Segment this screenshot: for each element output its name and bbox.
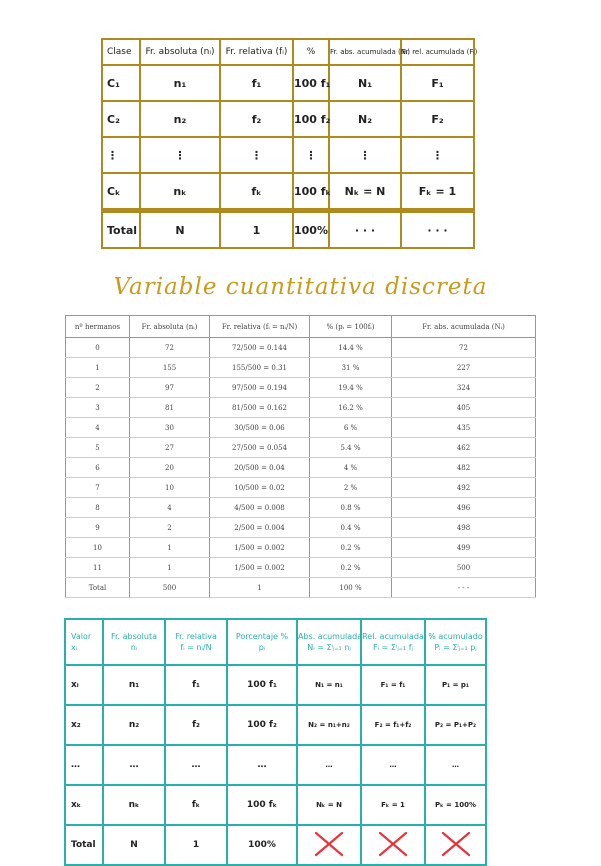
header-cell: nº hermanos: [66, 316, 130, 338]
table-cell: n₂: [140, 101, 220, 137]
table-cell: 20: [130, 458, 210, 478]
table-row: [66, 478, 536, 498]
table-cell: 27: [130, 438, 210, 458]
table-cell: F₁ = f₁: [361, 665, 425, 705]
section-title: Variable cuantitativa discreta: [113, 274, 488, 300]
header-cell: [227, 619, 297, 665]
table-cell: 31 %: [310, 358, 392, 378]
table-cell: 72/500 = 0.144: [210, 338, 310, 358]
table-cell: 100 f₁: [227, 665, 297, 705]
table-cell: 0.2 %: [310, 538, 392, 558]
table-cell: 100%: [293, 211, 329, 249]
header-label: Rel. acumulada: [362, 632, 424, 641]
table-cell: F₂: [401, 101, 474, 137]
table-cell: Pₖ = 100%: [425, 785, 486, 825]
header-cell: Fr. relativa (fᵢ = nᵢ/N): [210, 316, 310, 338]
table-cell: nₖ: [103, 785, 165, 825]
table-cell: 482: [392, 458, 536, 478]
table-row: [66, 418, 536, 438]
table-cell: · · ·: [401, 211, 474, 249]
header-formula: pᵢ: [258, 643, 266, 652]
header-cell: [165, 619, 227, 665]
table-cell: 1/500 = 0.002: [210, 558, 310, 578]
table-cell: Total: [65, 825, 103, 865]
table-cell: 499: [392, 538, 536, 558]
table-cell: F₁: [401, 65, 474, 101]
table-cell: 2/500 = 0.004: [210, 518, 310, 538]
table-cell: - - -: [392, 578, 536, 598]
table-cell: fₖ: [165, 785, 227, 825]
table-cell: 2 %: [310, 478, 392, 498]
header-cell: [103, 619, 165, 665]
table-row: [65, 745, 486, 785]
table-cell: ⋮: [140, 137, 220, 173]
cross-icon: [312, 829, 346, 859]
header-row: [102, 39, 474, 65]
table-row: [66, 338, 536, 358]
table-cell: 81: [130, 398, 210, 418]
table-cell: 19.4 %: [310, 378, 392, 398]
table-cell: 496: [392, 498, 536, 518]
header-cell: %: [293, 39, 329, 65]
table-cell: 2: [66, 378, 130, 398]
table-row: [66, 558, 536, 578]
table-cell: N: [103, 825, 165, 865]
table-cell: Nₖ = N: [329, 173, 401, 211]
table-row: [66, 458, 536, 478]
table-cell: 0.8 %: [310, 498, 392, 518]
table-cell: 4/500 = 0.008: [210, 498, 310, 518]
table-cell: …: [103, 745, 165, 785]
table-cell: 9: [66, 518, 130, 538]
table-cell: f₁: [165, 665, 227, 705]
header-cell: Fr. abs. acumulada (Nᵢ): [392, 316, 536, 338]
table-cell: …: [425, 745, 486, 785]
table-cell: 2: [130, 518, 210, 538]
table-cell: 0: [66, 338, 130, 358]
table-cell: 1: [210, 578, 310, 598]
table-cell: F₂ = f₁+f₂: [361, 705, 425, 745]
table-cell: …: [297, 745, 361, 785]
table-cell: 5.4 %: [310, 438, 392, 458]
table-row: [66, 538, 536, 558]
table-cell: Cₖ: [102, 173, 140, 211]
header-row: [66, 316, 536, 338]
table-row: [65, 785, 486, 825]
table-cell: 10: [66, 538, 130, 558]
table-cell: 4: [130, 498, 210, 518]
header-cell: [425, 619, 486, 665]
table-cell: 1: [165, 825, 227, 865]
table-cell: · · ·: [329, 211, 401, 249]
table-row: [66, 438, 536, 458]
table-cell: 100 f₂: [227, 705, 297, 745]
table-row: [65, 705, 486, 745]
table-cell: 0.4 %: [310, 518, 392, 538]
table-cell: 10/500 = 0.02: [210, 478, 310, 498]
table-cell: P₂ = P₁+P₂: [425, 705, 486, 745]
header-cell: Clase: [102, 39, 140, 65]
header-cell: % (pᵢ = 100fᵢ): [310, 316, 392, 338]
table-cell: n₁: [103, 665, 165, 705]
header-formula: fᵢ = nᵢ/N: [180, 643, 212, 652]
header-label: Valor: [71, 632, 92, 641]
header-cell: [297, 619, 361, 665]
table-cell: 14.4 %: [310, 338, 392, 358]
table-cell: Total: [66, 578, 130, 598]
table-cell: 324: [392, 378, 536, 398]
table-cell: 500: [130, 578, 210, 598]
table-cell: 10: [130, 478, 210, 498]
table-cell: Total: [102, 211, 140, 249]
header-cell: Fr. absoluta (nᵢ): [130, 316, 210, 338]
header-cell: [361, 619, 425, 665]
table-cell: …: [65, 745, 103, 785]
table-cell: 72: [392, 338, 536, 358]
cross-icon: [439, 829, 473, 859]
header-formula: Fᵢ = Σⁱⱼ₌₁ fⱼ: [373, 643, 413, 652]
table-cell: 27/500 = 0.054: [210, 438, 310, 458]
table-cell: P₁ = p₁: [425, 665, 486, 705]
header-formula: Pᵢ = Σⁱⱼ₌₁ pⱼ: [434, 643, 477, 652]
table-cell: f₂: [220, 101, 293, 137]
table-cell: ⋮: [293, 137, 329, 173]
frequency-table-hermanos: [65, 315, 536, 598]
empty-cell-crossed: [361, 825, 425, 865]
header-label: Fr. relativa: [175, 632, 217, 641]
table-cell: …: [227, 745, 297, 785]
header-label: Fr. absoluta: [110, 632, 158, 641]
table-cell: 11: [66, 558, 130, 578]
header-formula: nᵢ: [130, 643, 138, 652]
table-cell: 3: [66, 398, 130, 418]
header-cell: Fr. absoluta (nᵢ): [140, 39, 220, 65]
table-cell: C₁: [102, 65, 140, 101]
table-row: [102, 101, 474, 137]
table-cell: 227: [392, 358, 536, 378]
table-row: [102, 173, 474, 211]
table-cell: 6 %: [310, 418, 392, 438]
table-cell: 435: [392, 418, 536, 438]
total-row: [66, 578, 536, 598]
empty-cell-crossed: [297, 825, 361, 865]
table-cell: 500: [392, 558, 536, 578]
header-formula: xᵢ: [71, 643, 78, 652]
table-cell: …: [361, 745, 425, 785]
table-cell: 100 %: [310, 578, 392, 598]
table-cell: ⋮: [102, 137, 140, 173]
table-cell: nₖ: [140, 173, 220, 211]
table-cell: N: [140, 211, 220, 249]
table-cell: 492: [392, 478, 536, 498]
summary-table-classes: [101, 38, 478, 249]
table-cell: 462: [392, 438, 536, 458]
table-cell: 100 fₖ: [293, 173, 329, 211]
table-row: [65, 665, 486, 705]
header-cell: Fr. rel. acumulada (Fᵢ): [401, 39, 474, 65]
table-cell: 4 %: [310, 458, 392, 478]
table-cell: 100 f₂: [293, 101, 329, 137]
total-row: [65, 825, 486, 865]
table-cell: C₂: [102, 101, 140, 137]
table-cell: 6: [66, 458, 130, 478]
table-cell: 155: [130, 358, 210, 378]
table-cell: 97: [130, 378, 210, 398]
header-row: [65, 619, 486, 665]
header-label: Abs. acumulada: [298, 632, 363, 641]
table-row: [66, 398, 536, 418]
table-cell: N₁ = n₁: [297, 665, 361, 705]
empty-cell-crossed: [425, 825, 486, 865]
table-cell: Fₖ = 1: [401, 173, 474, 211]
table-cell: ⋮: [220, 137, 293, 173]
header-cell: Fr. abs. acumulada (Nᵢ): [329, 39, 401, 65]
header-label: % acumulado: [428, 632, 483, 641]
table-cell: 30/500 = 0.06: [210, 418, 310, 438]
table-cell: 4: [66, 418, 130, 438]
table-cell: x₂: [65, 705, 103, 745]
header-cell: [65, 619, 103, 665]
table-cell: 1/500 = 0.002: [210, 538, 310, 558]
table-cell: 20/500 = 0.04: [210, 458, 310, 478]
cross-icon: [376, 829, 410, 859]
table-row: [66, 498, 536, 518]
table-cell: ⋮: [329, 137, 401, 173]
table-cell: xᵢ: [65, 665, 103, 705]
table-cell: n₂: [103, 705, 165, 745]
table-cell: fₖ: [220, 173, 293, 211]
table-cell: 72: [130, 338, 210, 358]
table-cell: 1: [130, 558, 210, 578]
table-cell: N₁: [329, 65, 401, 101]
table-cell: 100 fₖ: [227, 785, 297, 825]
table-cell: Fₖ = 1: [361, 785, 425, 825]
table-cell: …: [165, 745, 227, 785]
table-row: [66, 378, 536, 398]
table-cell: f₁: [220, 65, 293, 101]
table-cell: ⋮: [401, 137, 474, 173]
table-cell: 0.2 %: [310, 558, 392, 578]
table-cell: 1: [130, 538, 210, 558]
table-cell: N₂: [329, 101, 401, 137]
table-cell: 155/500 = 0.31: [210, 358, 310, 378]
header-cell: Fr. relativa (fᵢ): [220, 39, 293, 65]
table-cell: 7: [66, 478, 130, 498]
table-cell: f₂: [165, 705, 227, 745]
table-cell: 498: [392, 518, 536, 538]
table-row: [102, 137, 474, 173]
table-cell: Nₖ = N: [297, 785, 361, 825]
table-cell: 30: [130, 418, 210, 438]
table-cell: xₖ: [65, 785, 103, 825]
table-cell: 5: [66, 438, 130, 458]
table-cell: 81/500 = 0.162: [210, 398, 310, 418]
table-cell: n₁: [140, 65, 220, 101]
header-formula: Nᵢ = Σⁱⱼ₌₁ nⱼ: [307, 643, 351, 652]
table-cell: 1: [220, 211, 293, 249]
total-row: [102, 211, 474, 249]
table-cell: 405: [392, 398, 536, 418]
header-label: Porcentaje %: [235, 632, 289, 641]
table-cell: 100%: [227, 825, 297, 865]
table-cell: N₂ = n₁+n₂: [297, 705, 361, 745]
table-cell: 97/500 = 0.194: [210, 378, 310, 398]
table-row: [102, 65, 474, 101]
table-cell: 100 f₁: [293, 65, 329, 101]
table-row: [66, 358, 536, 378]
table-cell: 8: [66, 498, 130, 518]
table-cell: 1: [66, 358, 130, 378]
table-row: [66, 518, 536, 538]
table-cell: 16.2 %: [310, 398, 392, 418]
summary-table-values: [64, 618, 487, 866]
